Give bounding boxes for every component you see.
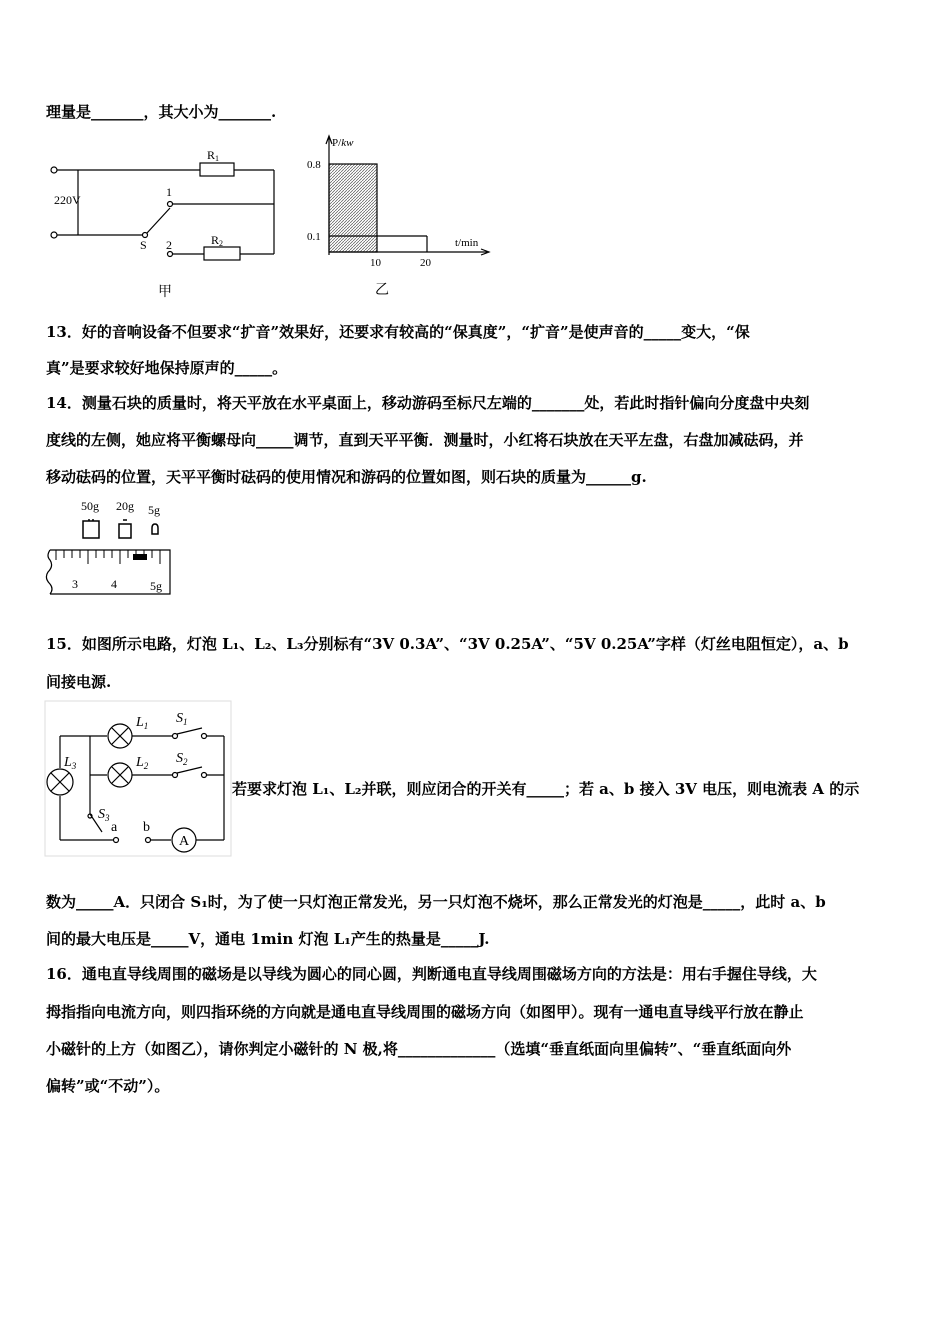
scale-4: 4 — [111, 577, 117, 591]
weight-50g-label: 50g — [81, 499, 99, 513]
q12-line-1: 理量是_______，其大小为_______. — [46, 103, 277, 121]
rider-indicator — [133, 554, 147, 560]
q15-line-2: 间接电源. — [46, 673, 112, 691]
q14-line-3: 移动砝码的位置，天平平衡时砝码的使用情况和游码的位置如图，则石块的质量为______g. — [46, 468, 647, 486]
weight-5g-label: 5g — [148, 503, 160, 517]
x-axis-label: t/min — [455, 237, 479, 249]
weight-20g-label: 20g — [116, 499, 134, 513]
q13-line-2: 真”是要求较好地保持原声的_____。 — [46, 359, 288, 377]
q15-line-5: 间的最大电压是_____V，通电 1min 灯泡 L₁产生的热量是_____J. — [46, 930, 490, 948]
q14-line-2: 度线的左侧，她应将平衡螺母向_____调节，直到天平平衡．测量时，小红将石块放在天平左盘，右盘加减砝码，并 — [46, 431, 804, 449]
q16-line-3: 小磁针的上方（如图乙），请你判定小磁针的 N 极,将_____________（选填“垂直纸面向里偏转”、“垂直纸面向外 — [46, 1040, 792, 1058]
x-tick-10: 10 — [370, 257, 381, 269]
figure-jia-circuit — [44, 142, 294, 302]
S3-label: $S_3$ — [98, 807, 110, 823]
q15-line-1: 15．如图所示电路，灯泡 L₁、L₂、L₃分别标有“3V 0.3A”、“3V 0.25A”、“5V 0.25A”字样（灯丝电阻恒定），a、b — [46, 635, 849, 653]
L3-label: $L_3$ — [64, 755, 77, 771]
q15-line-3: 若要求灯泡 L₁、L₂并联，则应闭合的开关有_____；若 a、b 接入 3V 电压，则电流表 A 的示 — [232, 780, 860, 798]
L2-label: $L_2$ — [136, 755, 149, 771]
q13-line-1: 13．好的音响设备不但要求“扩音”效果好，还要求有较高的“保真度”，“扩音”是使声音的_____变大，“保 — [46, 323, 750, 341]
q14-line-1: 14．测量石块的质量时，将天平放在水平桌面上，移动游码至标尺左端的_______处，若此时指针偏向分度盘中央刻 — [46, 394, 810, 412]
switch-pos-1: 1 — [166, 185, 172, 199]
ammeter-label: A — [179, 834, 190, 849]
caption-yi: 乙 — [375, 283, 389, 298]
y-axis-label: P/kw — [332, 137, 354, 149]
weights-icon — [83, 519, 158, 538]
q16-line-4: 偏转”或“不动”）。 — [46, 1077, 170, 1095]
caption-jia: 甲 — [158, 285, 172, 300]
scale-5g: 5g — [150, 579, 162, 593]
q16-line-2: 拇指指向电流方向，则四指环绕的方向就是通电直导线周围的磁场方向（如图甲）。现有一通电直导线平行放在静止 — [46, 1003, 804, 1021]
L1-label: $L_1$ — [136, 715, 149, 731]
S2-label: $S_2$ — [176, 751, 188, 767]
q15-line-4: 数为_____A．只闭合 S₁时，为了使一只灯泡正常发光，另一只灯泡不烧坏，那么正常发光的灯泡是_____，此时 a、b — [46, 893, 826, 911]
figure-yi-graph — [305, 130, 500, 300]
voltage-label: 220V — [54, 193, 81, 207]
switch-label: S — [140, 238, 147, 252]
terminal-b: b — [143, 820, 150, 835]
y-tick-low: 0.1 — [307, 231, 321, 243]
r1-label: R1 — [207, 148, 220, 163]
terminal-a: a — [111, 820, 118, 835]
y-tick-high: 0.8 — [307, 159, 321, 171]
S1-label: $S_1$ — [176, 711, 188, 727]
balance-figure — [44, 494, 174, 602]
q15-circuit — [44, 700, 232, 858]
scale-3: 3 — [72, 577, 78, 591]
x-tick-20: 20 — [420, 257, 431, 269]
q16-line-1: 16．通电直导线周围的磁场是以导线为圆心的同心圆，判断通电直导线周围磁场方向的方法是：用右手握住导线，大 — [46, 965, 817, 983]
switch-pos-2: 2 — [166, 238, 172, 252]
r2-label: R2 — [211, 233, 224, 248]
